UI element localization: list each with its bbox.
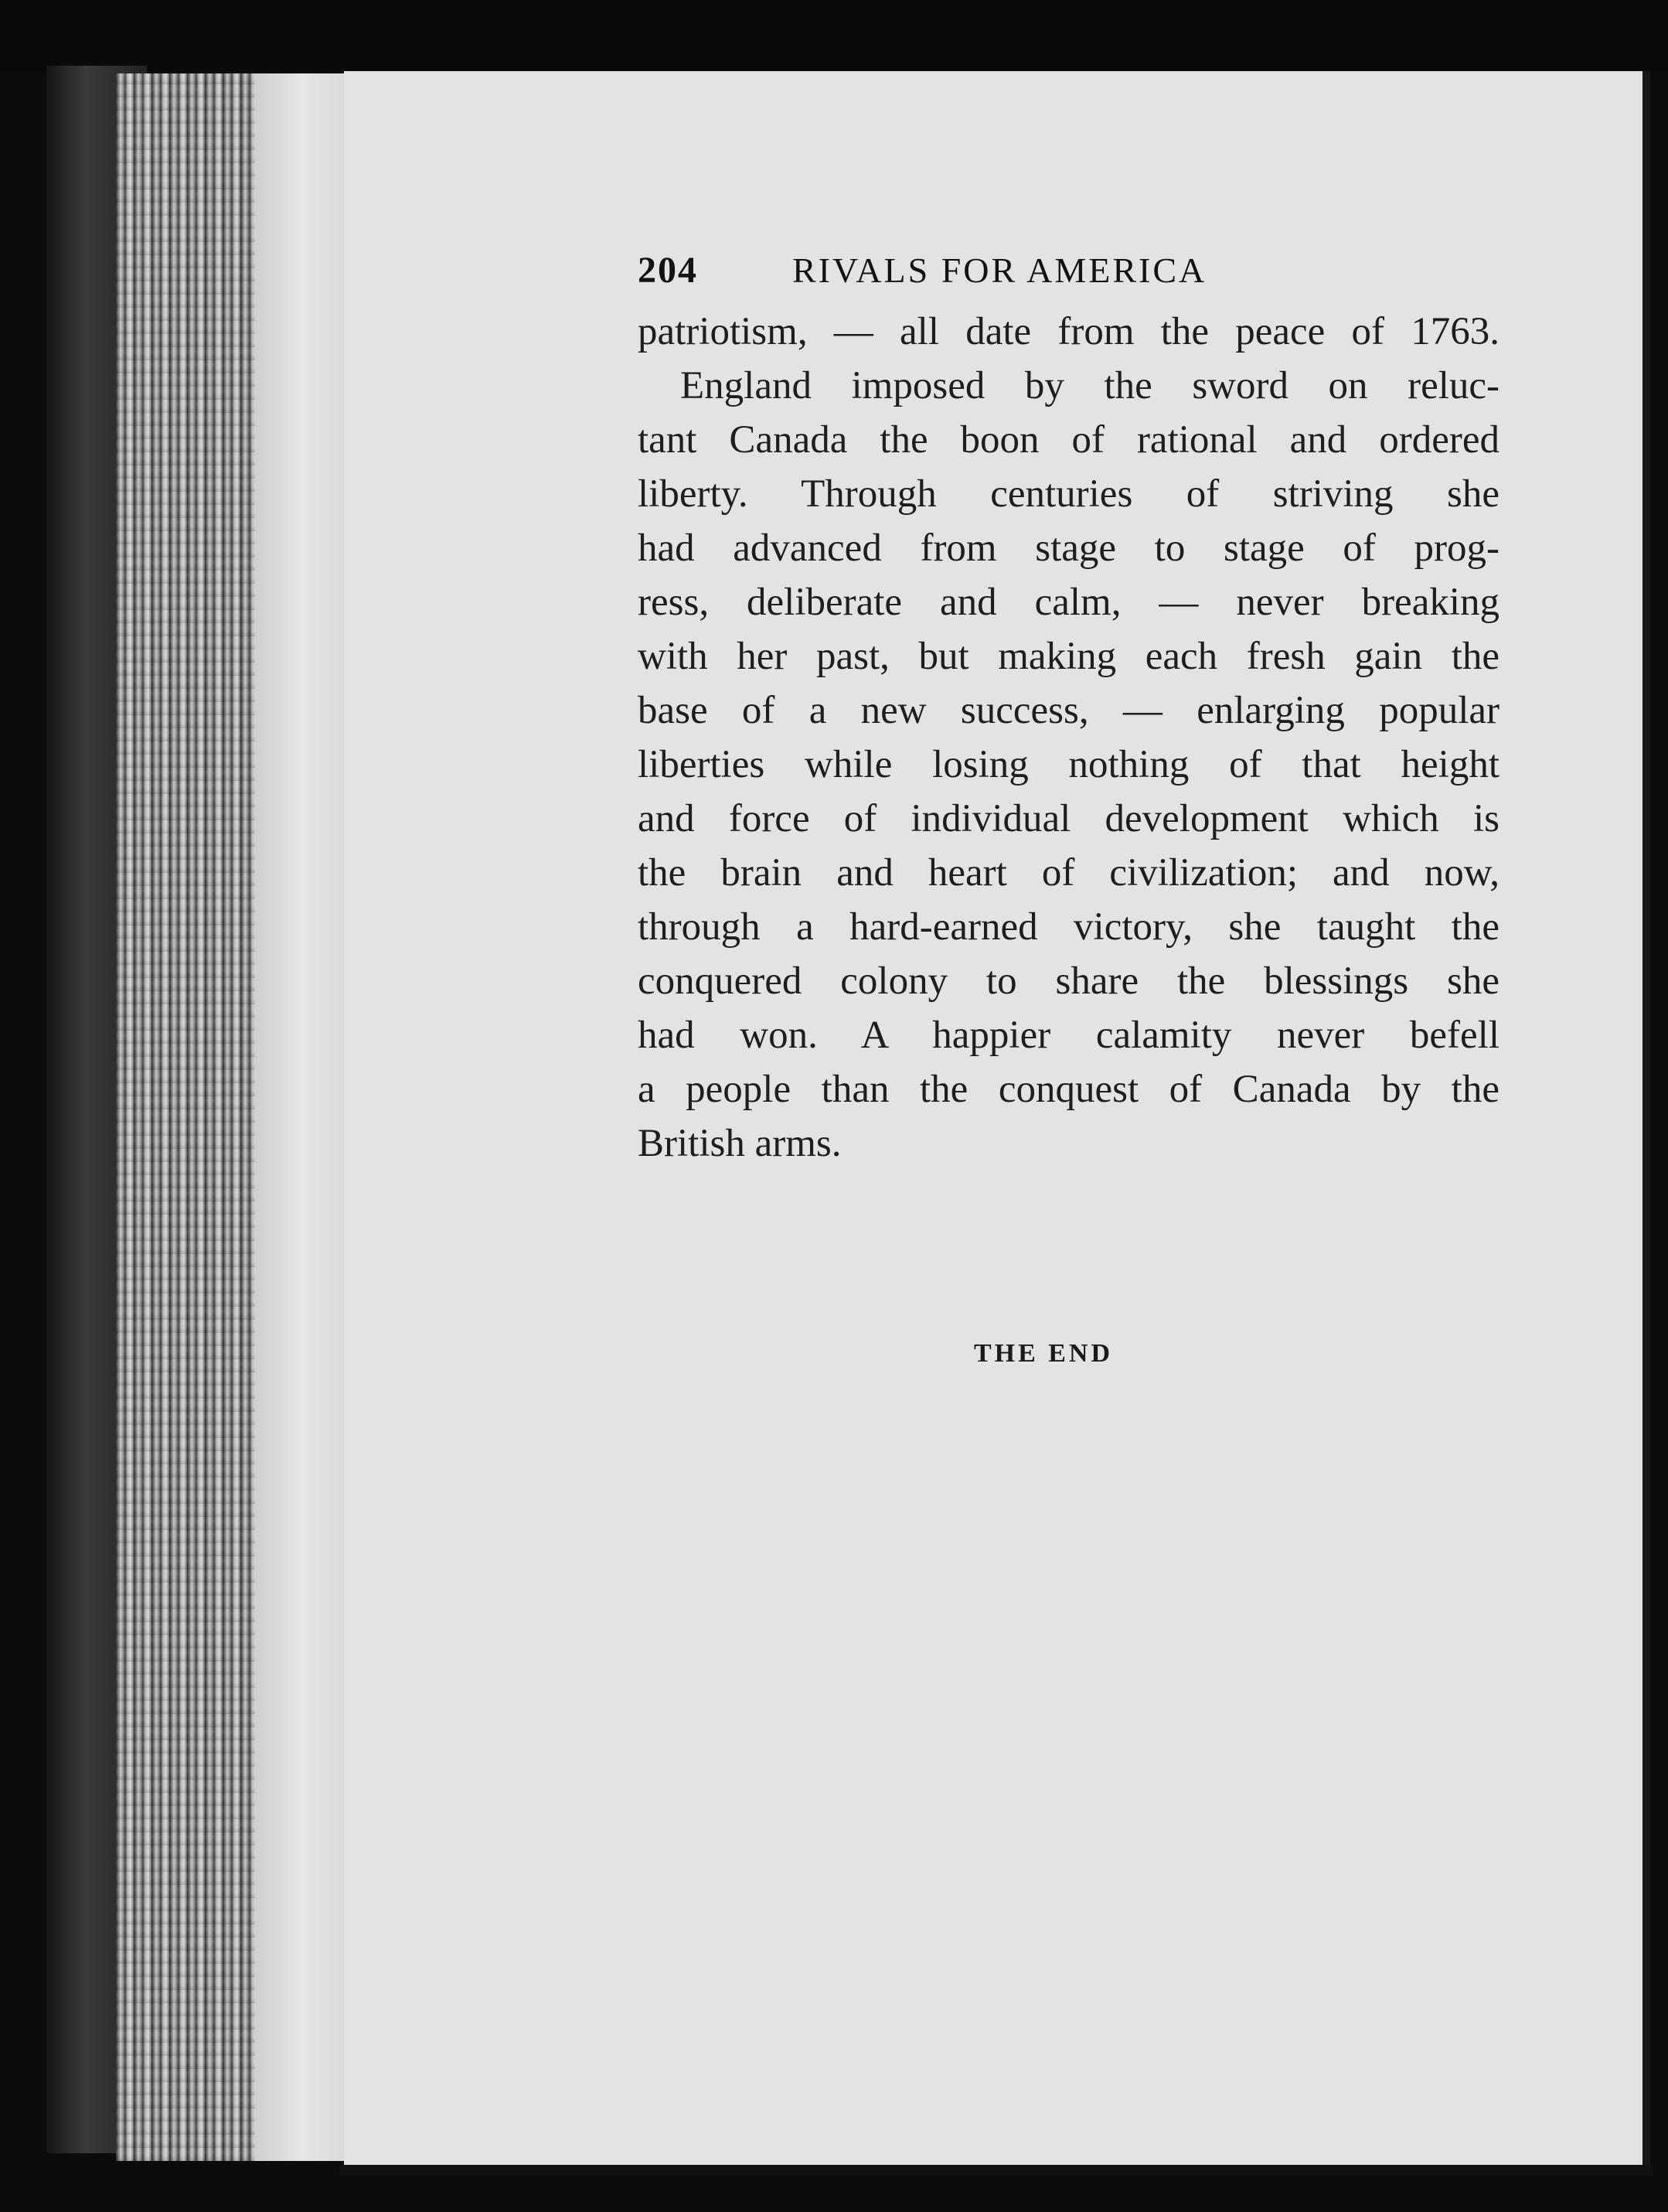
the-end-label: THE END bbox=[973, 1339, 1114, 1368]
text-line: the brain and heart of civilization; and now, bbox=[638, 851, 1499, 895]
text-line: base of a new success, — enlarging popular bbox=[638, 689, 1499, 732]
text-line: patriotism, — all date from the peace of 1763. bbox=[638, 310, 1499, 353]
text-line: had advanced from stage to stage of prog- bbox=[638, 527, 1499, 570]
running-head bbox=[638, 249, 1499, 303]
text-line: liberty. Through centuries of striving she bbox=[638, 472, 1499, 516]
body-text bbox=[638, 305, 1499, 1171]
text-line: with her past, but making each fresh gain the bbox=[638, 635, 1499, 678]
text-line: England imposed by the sword on reluc- bbox=[680, 364, 1499, 407]
text-line: British arms. bbox=[638, 1122, 842, 1165]
book-page bbox=[344, 71, 1650, 2166]
running-title: RIVALS FOR AMERICA bbox=[792, 251, 1207, 290]
text-line: tant Canada the boon of rational and ordered bbox=[638, 418, 1499, 462]
text-line: liberties while losing nothing of that height bbox=[638, 743, 1499, 786]
text-line: and force of individual development which is bbox=[638, 797, 1499, 840]
text-line: had won. A happier calamity never befell bbox=[638, 1014, 1499, 1057]
text-line: through a hard-earned victory, she taught the bbox=[638, 905, 1499, 949]
scan-background bbox=[0, 0, 1668, 71]
text-line: a people than the conquest of Canada by the bbox=[638, 1068, 1499, 1111]
text-line: ress, deliberate and calm, — never breaking bbox=[638, 581, 1499, 624]
text-line: conquered colony to share the blessings she bbox=[638, 959, 1499, 1003]
page-edges-light bbox=[255, 73, 348, 2161]
text-block bbox=[638, 249, 1499, 1171]
page-number: 204 bbox=[638, 250, 698, 291]
